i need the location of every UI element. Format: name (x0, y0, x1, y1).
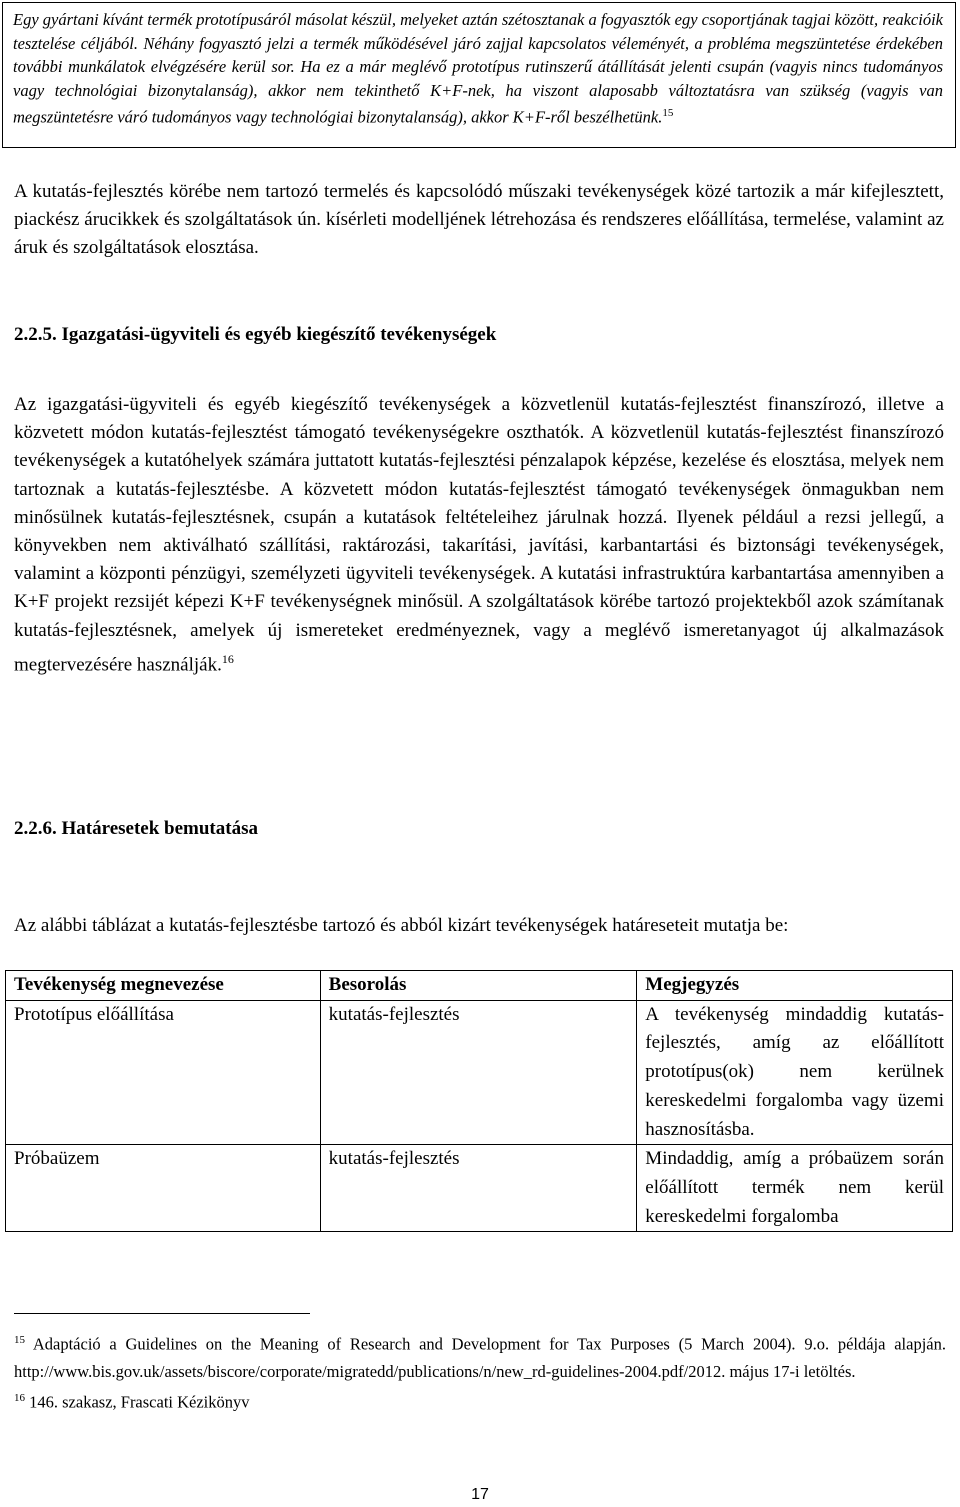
section-225-body (14, 391, 944, 679)
table-row (6, 1000, 953, 1145)
section-title: Határesetek bemutatása (61, 818, 258, 839)
example-box (2, 2, 956, 148)
table-cell: Mindaddig, amíg a próbaüzem során előállított termék nem kerül kereskedelmi forgalomba (637, 1145, 953, 1232)
footnote-number: 16 (14, 1391, 25, 1404)
page-number: 17 (471, 1486, 489, 1503)
footnote-16 (14, 1385, 946, 1416)
paragraph-rd-exclusions: A kutatás-fejlesztés körébe nem tartozó termelés és kapcsolódó műszaki tevékenységek közé tartozik a már kifejlesztett, piackész árucikkek és szolgáltatások ún. kísérleti modelljének létrehozása és rendszeres előállítása, termelése, valamint az áruk és szolgáltatások elosztása. (14, 181, 944, 259)
table-cell: Prototípus előállítása (6, 1000, 321, 1145)
table-cell: kutatás-fejlesztés (320, 1145, 637, 1232)
footnotes (14, 1327, 946, 1415)
table-cell: kutatás-fejlesztés (320, 1000, 637, 1145)
footnote-divider (14, 1313, 310, 1314)
section-225-text: Az igazgatási-ügyviteli és egyéb kiegészítő tevékenységek a közvetlenül kutatás-fejlesztést finanszírozó, illetve a közvetett módon kutatás-fejlesztést támogató tevékenységekre oszthatók. A közvetlenül kutatás-fejlesztést finanszírozó tevékenységek a kutatóhelyek számára juttatott kutatás-fejlesztési pénzalapok képzése, kezelése és elosztása, melyek nem tartoznak a kutatás-fejlesztésbe. A közvetett módon kutatás-fejlesztést támogató tevékenységek önmagukban nem minősülnek kutatás-fejlesztésnek, csupán a kutatások feltételeihez járulnak hozzá. Ilyenek például a rezsi jellegű, a könyvekben nem aktiválható szállítási, raktározási, takarítási, javítási, karbantartási és biztonsági tevékenységek, valamint a központi pénzügyi, személyzeti ügyviteli tevékenységek. A kutatási infrastruktúra karbantartása amennyiben a K+F projekt rezsijét képezi K+F tevékenységnek minősül. A szolgáltatások körébe tartozó projektekből azok számítanak kutatás-fejlesztésnek, amelyek új ismereteket eredményeznek, vagy a meglévő ismeretanyagot új alkalmazások megtervezésére használják. (14, 394, 944, 676)
footnote-15 (14, 1327, 946, 1385)
section-title: Igazgatási-ügyviteli és egyéb kiegészítő tevékenységek (61, 324, 497, 345)
column-header: Besorolás (320, 971, 637, 1001)
footnote-number: 15 (14, 1334, 25, 1346)
section-heading-226 (14, 818, 258, 840)
section-number: 2.2.6. (14, 818, 57, 839)
footnote-text: Adaptáció a Guidelines on the Meaning of Research and Development for Tax Purposes (5 March 2004). 9.o. példája alapján. http://www.bis.gov.uk/assets/biscore/corporate/migratedd/publications/n/new_rd-guidelines-2004.pdf/2012. május 17-i letöltés. (14, 1334, 946, 1381)
section-heading-225 (14, 324, 496, 346)
table-cell: Próbaüzem (6, 1145, 321, 1232)
footnote-ref-15[interactable]: 15 (662, 107, 674, 119)
column-header: Megjegyzés (637, 971, 953, 1001)
boundary-cases-table (5, 970, 953, 1232)
footnote-ref-16[interactable]: 16 (221, 651, 234, 666)
table-row (6, 1145, 953, 1232)
column-header: Tevékenység megnevezése (6, 971, 321, 1001)
section-number: 2.2.5. (14, 324, 57, 345)
table-header-row (6, 971, 953, 1001)
table-cell: A tevékenység mindaddig kutatás-fejlesztés, amíg az előállított prototípus(ok) nem kerülnek kereskedelmi forgalomba vagy üzemi hasznosításba. (637, 1000, 953, 1145)
footnote-text: 146. szakasz, Frascati Kézikönyv (29, 1392, 250, 1411)
section-226-intro: Az alábbi táblázat a kutatás-fejlesztésbe tartozó és abból kizárt tevékenységek határeseteit mutatja be: (14, 915, 789, 936)
example-text: Egy gyártani kívánt termék prototípusáról másolat készül, melyeket aztán szétosztanak a fogyasztók egy csoportjának tagjai között, reakcióik tesztelése céljából. Néhány fogyasztó jelzi a termék működésével járó zajjal kapcsolatos véleményét, a probléma megszüntetése érdekében további munkálatok elvégzésére kerül sor. Ha ez a már meglévő prototípus rutinszerű átállítását jelenti csupán (vagyis nincs tudományos vagy technológiai bizonytalanság), akkor nem tekinthető K+F-nek, ha viszont alaposabb változtatásra van szükség (vagyis van megszüntetésre váró tudományos vagy technológiai bizonytalanság), akkor K+F-ről beszélhetünk. (13, 10, 943, 127)
